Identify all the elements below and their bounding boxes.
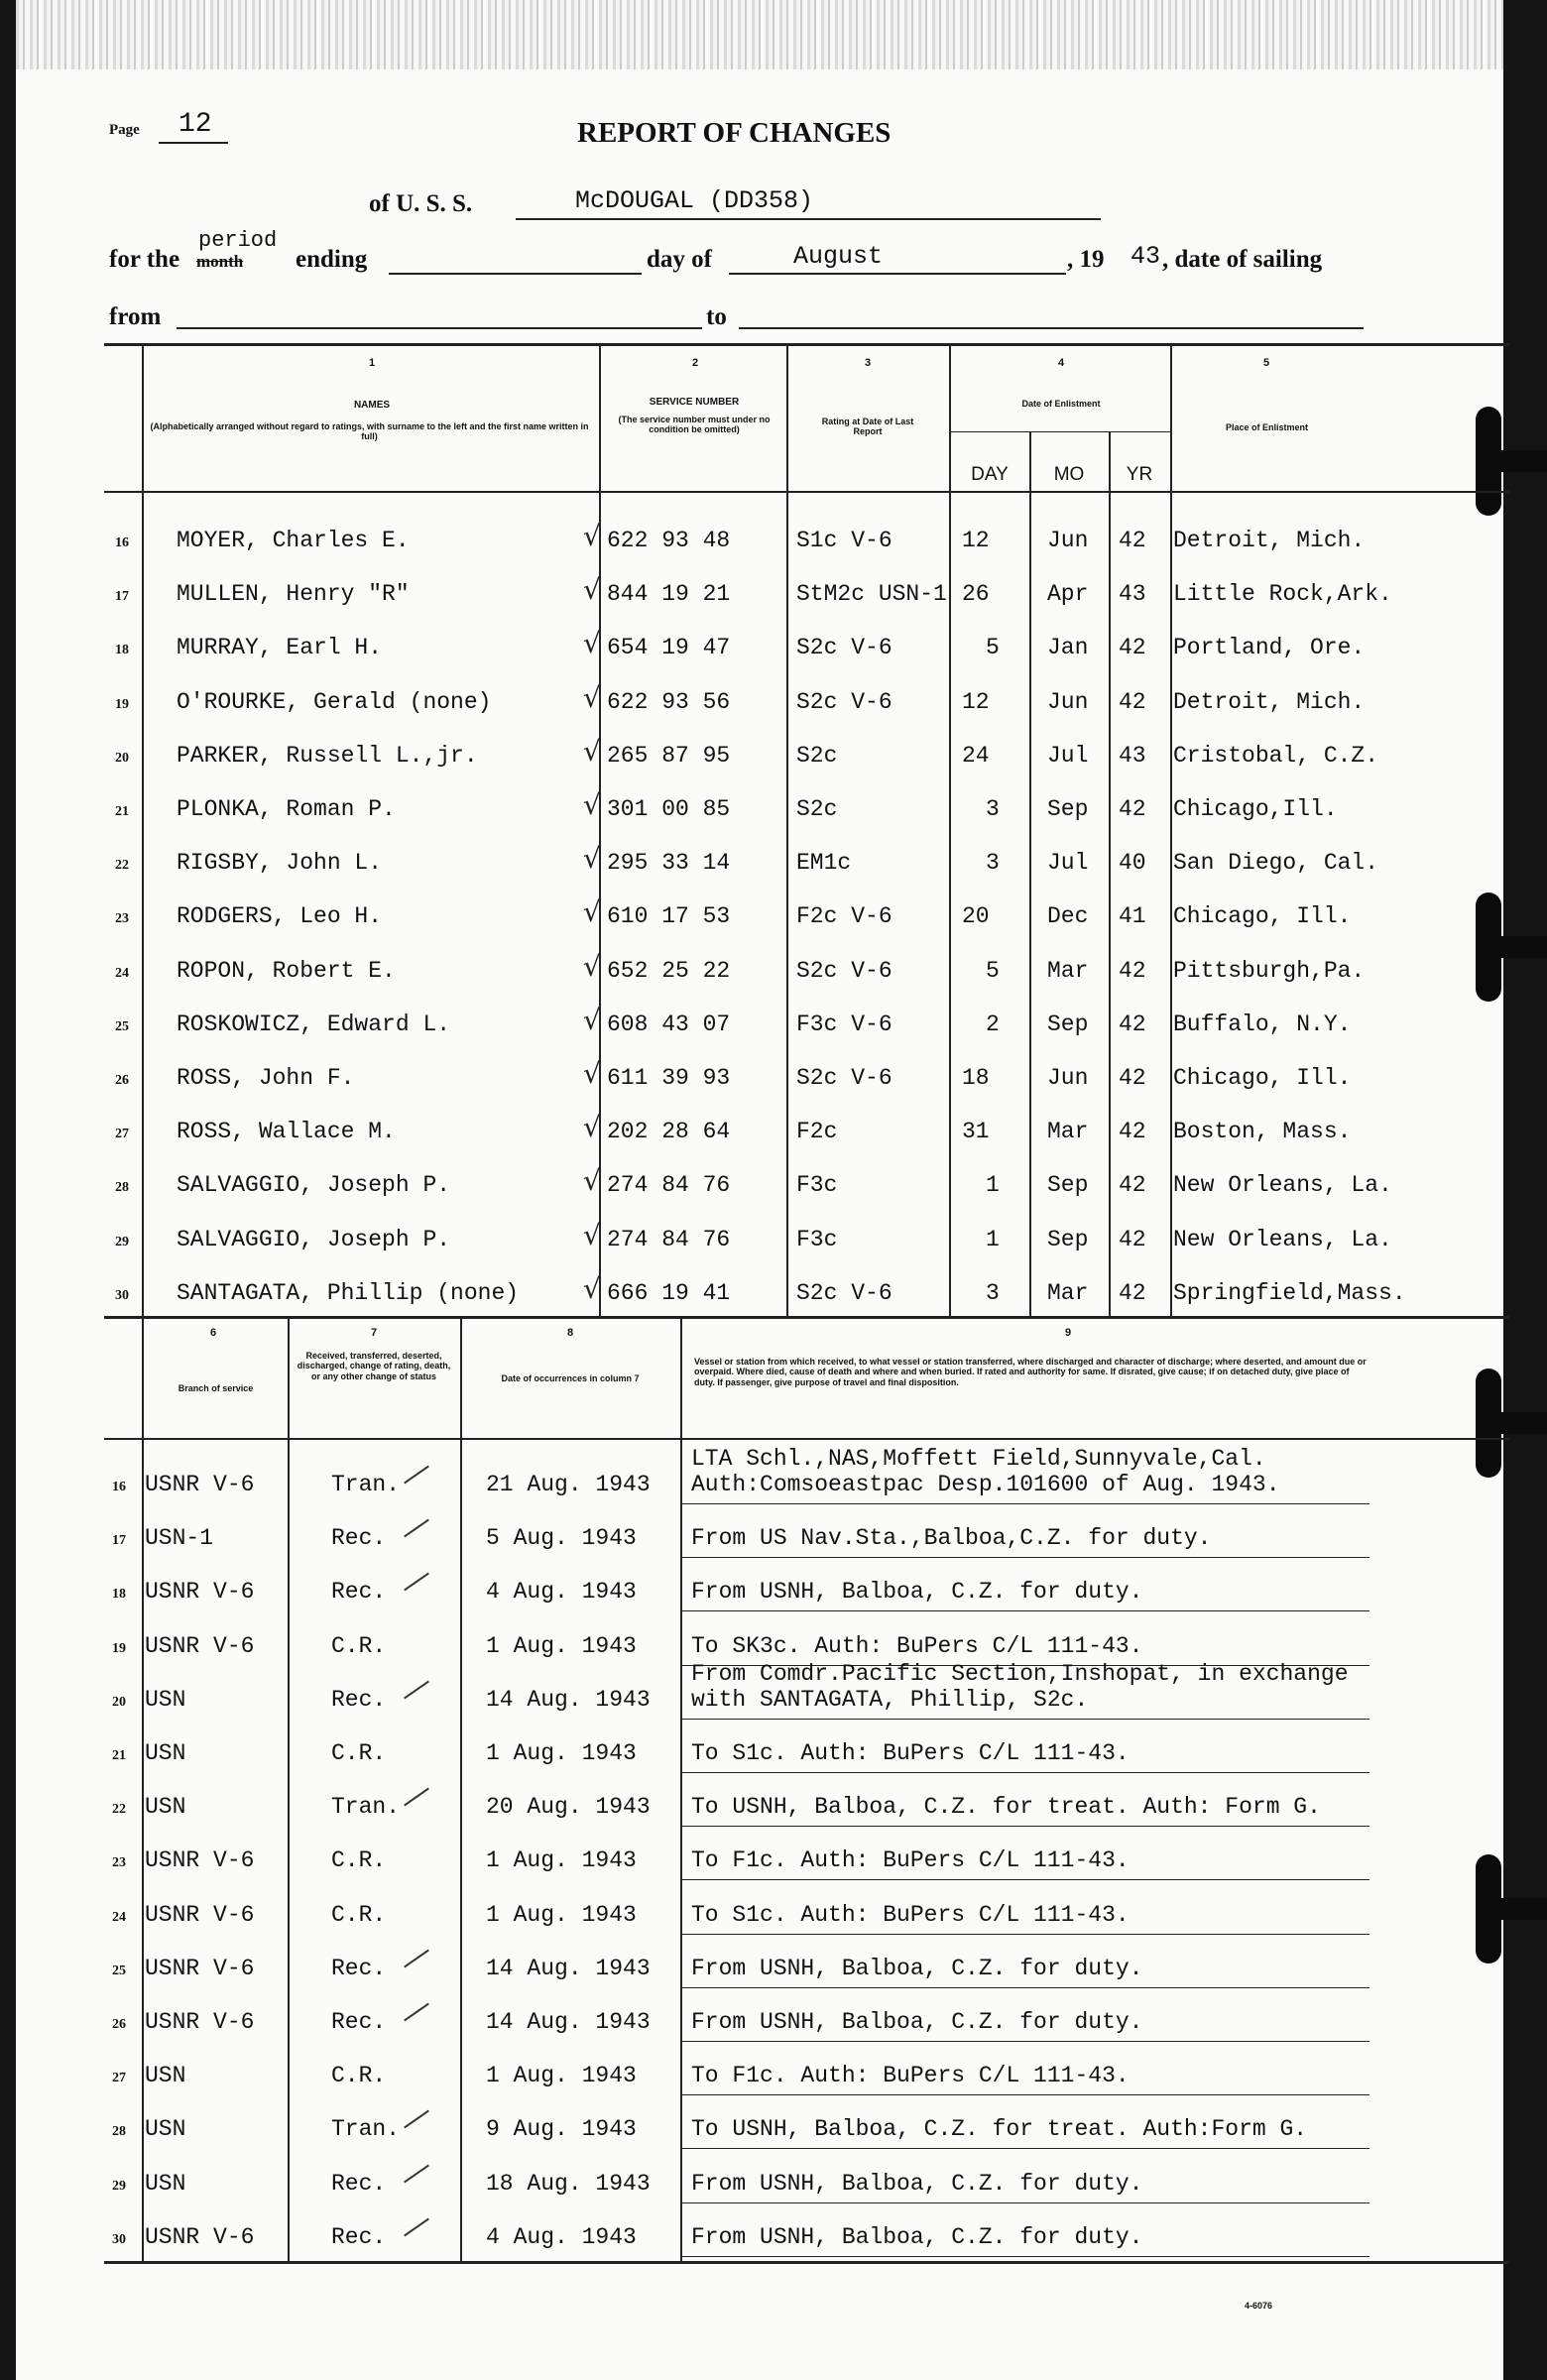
ship-name: McDOUGAL (DD358) (575, 186, 814, 215)
upper-cell-name: RODGERS, Leo H. (177, 903, 383, 930)
upper-cell-day: 3 (986, 1279, 1000, 1306)
upper-cell-name: SALVAGGIO, Joseph P. (177, 1172, 451, 1199)
upper-cell-day: 24 (962, 742, 990, 769)
lower-cell-remarks2: Auth:Comsoeastpac Desp.101600 of Aug. 1943. (691, 1472, 1280, 1497)
upper-row-number: 24 (115, 965, 129, 981)
remark-underline (680, 1557, 1369, 1558)
lower-cell-remarks1: From USNH, Balboa, C.Z. for duty. (691, 1955, 1143, 1981)
lower-cell-date: 14 Aug. 1943 (486, 1686, 651, 1713)
remark-underline (680, 1826, 1369, 1827)
lower-row-number: 17 (112, 1533, 126, 1549)
upper-cell-place: Chicago, Ill. (1173, 903, 1352, 930)
lower-cell-date: 20 Aug. 1943 (486, 1794, 651, 1821)
upper-cell-mo: Mar (1047, 1119, 1089, 1145)
lower-table-bottom-rule (104, 2261, 1509, 2264)
upper-cell-name: ROSS, Wallace M. (177, 1119, 396, 1145)
upper-cell-yr: 42 (1119, 1119, 1146, 1145)
upper-cell-place: Chicago,Ill. (1173, 796, 1338, 822)
col2-note: (The service number must under no condition be omitted) (618, 415, 771, 435)
col7-title: Received, transferred, deserted, discharged, change of rating, death, or any other change of status (297, 1351, 451, 1381)
lower-cell-branch: USNR V-6 (145, 1632, 255, 1659)
upper-row-number: 22 (115, 858, 129, 874)
col7-number: 7 (370, 1327, 378, 1339)
month-value: August (793, 242, 884, 271)
upper-cell-mo: Sep (1047, 1011, 1089, 1037)
lower-cell-date: 21 Aug. 1943 (486, 1472, 651, 1497)
lower-cell-branch: USNR V-6 (145, 1847, 255, 1874)
lower-row-number: 30 (112, 2231, 126, 2247)
remark-underline (680, 1879, 1369, 1880)
day-of-label: day of (647, 246, 712, 273)
upper-cell-day: 2 (986, 1011, 1000, 1037)
upper-cell-place: New Orleans, La. (1173, 1226, 1392, 1252)
check-mark-icon: √ (583, 1111, 601, 1144)
col9-number: 9 (1064, 1327, 1072, 1339)
lower-cell-remarks1: To S1c. Auth: BuPers C/L 111-43. (691, 1901, 1130, 1928)
col8-number: 8 (566, 1327, 574, 1339)
upper-cell-yr: 42 (1119, 635, 1146, 661)
col3-number: 3 (864, 357, 872, 369)
col4-day-head: DAY (971, 464, 1009, 485)
col2-title: SERVICE NUMBER (649, 397, 740, 408)
lower-cell-branch: USNR V-6 (145, 1579, 255, 1606)
struck-month-word: month (196, 252, 244, 271)
remark-underline (680, 1610, 1369, 1611)
upper-cell-place: Little Rock,Ark. (1173, 581, 1392, 608)
lower-row-number: 16 (112, 1480, 126, 1494)
upper-cell-rating: S2c V-6 (796, 1065, 892, 1091)
upper-cell-service: 274 84 76 (607, 1172, 731, 1199)
upper-header-rule (104, 491, 1509, 493)
upper-cell-mo: Sep (1047, 796, 1089, 822)
lower-cell-branch: USNR V-6 (145, 2223, 255, 2250)
period-word: period (198, 228, 278, 253)
col4-number: 4 (1057, 357, 1065, 369)
upper-cell-mo: Sep (1047, 1172, 1089, 1199)
lower-row-number: 19 (112, 1640, 126, 1656)
check-mark-icon: √ (583, 734, 601, 768)
upper-cell-service: 666 19 41 (607, 1279, 731, 1306)
upper-cell-place: Detroit, Mich. (1173, 688, 1366, 715)
check-mark-icon: √ (583, 949, 601, 983)
upper-cell-service: 265 87 95 (607, 742, 731, 769)
upper-cell-service: 610 17 53 (607, 903, 731, 930)
lower-cell-remarks1: From USNH, Balboa, C.Z. for duty. (691, 2170, 1143, 2197)
check-mark-icon: √ (583, 680, 601, 714)
to-label: to (706, 303, 727, 330)
remark-underline (680, 2094, 1369, 2095)
lower-cell-status: C.R. (331, 1847, 387, 1874)
check-mark-icon: √ (583, 627, 601, 660)
upper-cell-yr: 41 (1119, 903, 1146, 930)
upper-row-number: 30 (115, 1287, 129, 1303)
remark-underline (680, 2041, 1369, 2042)
lower-cell-remarks1: To F1c. Auth: BuPers C/L 111-43. (691, 2063, 1130, 2089)
lower-cell-remarks1: LTA Schl.,NAS,Moffett Field,Sunnyvale,Cal. (691, 1446, 1266, 1472)
upper-cell-day: 12 (962, 528, 990, 553)
upper-cell-rating: F3c V-6 (796, 1011, 892, 1037)
upper-cell-place: San Diego, Cal. (1173, 850, 1379, 877)
check-mark-icon: √ (583, 1271, 601, 1305)
upper-cell-mo: Jun (1047, 688, 1089, 715)
upper-row-number: 20 (115, 750, 129, 766)
upper-cell-yr: 42 (1119, 1065, 1146, 1091)
lower-cell-status: Rec. (331, 2223, 387, 2250)
lower-cell-status: C.R. (331, 1901, 387, 1928)
upper-cell-day: 26 (962, 581, 990, 608)
lower-cell-date: 5 Aug. 1943 (486, 1525, 637, 1552)
upper-cell-name: PLONKA, Roman P. (177, 796, 396, 822)
upper-cell-mo: Jun (1047, 1065, 1089, 1091)
for-the-label: for the (109, 246, 180, 273)
upper-cell-place: Portland, Ore. (1173, 635, 1366, 661)
upper-cell-service: 202 28 64 (607, 1119, 731, 1145)
lower-header-rule (104, 1438, 1509, 1440)
upper-cell-service: 622 93 56 (607, 688, 731, 715)
upper-cell-rating: EM1c (796, 850, 852, 877)
upper-cell-service: 611 39 93 (607, 1065, 731, 1091)
lower-row-number: 25 (112, 1963, 126, 1978)
lower-cell-remarks1: From USNH, Balboa, C.Z. for duty. (691, 2223, 1143, 2250)
torn-top-edge (16, 0, 1503, 69)
upper-cell-rating: S1c V-6 (796, 528, 892, 553)
upper-cell-day: 18 (962, 1065, 990, 1091)
remark-underline (680, 1719, 1369, 1720)
page-label: Page (109, 122, 140, 138)
upper-cell-name: SANTAGATA, Phillip (none) (177, 1279, 520, 1306)
lower-cell-branch: USNR V-6 (145, 1901, 255, 1928)
lower-row-number: 29 (112, 2178, 126, 2194)
lower-cell-remarks2: with SANTAGATA, Phillip, S2c. (691, 1686, 1089, 1713)
upper-cell-name: SALVAGGIO, Joseph P. (177, 1226, 451, 1252)
upper-cell-yr: 42 (1119, 688, 1146, 715)
upper-cell-place: New Orleans, La. (1173, 1172, 1392, 1199)
upper-cell-name: ROSS, John F. (177, 1065, 355, 1091)
page-title: REPORT OF CHANGES (577, 117, 892, 149)
upper-cell-service: 301 00 85 (607, 796, 731, 822)
check-mark-icon: √ (583, 842, 601, 876)
lower-cell-date: 9 Aug. 1943 (486, 2116, 637, 2143)
lower-cell-branch: USNR V-6 (145, 1472, 255, 1497)
check-mark-icon: √ (583, 520, 601, 552)
lower-cell-branch: USNR V-6 (145, 2009, 255, 2035)
upper-cell-name: ROSKOWICZ, Edward L. (177, 1011, 451, 1037)
upper-row-number: 21 (115, 804, 129, 819)
upper-cell-day: 3 (986, 850, 1000, 877)
form-number: 4-6076 (1245, 2301, 1273, 2311)
col6-title: Branch of service (178, 1383, 254, 1393)
lower-cell-remarks1: To USNH, Balboa, C.Z. for treat. Auth: Form G. (691, 1794, 1321, 1821)
lower-row-number: 18 (112, 1587, 126, 1603)
upper-cell-mo: Sep (1047, 1226, 1089, 1252)
upper-cell-yr: 42 (1119, 1226, 1146, 1252)
lower-cell-date: 4 Aug. 1943 (486, 1579, 637, 1606)
col3-title: Rating at Date of Last Report (821, 416, 914, 437)
col4-title: Date of Enlistment (1021, 399, 1101, 409)
upper-cell-mo: Jul (1047, 742, 1089, 769)
upper-cell-name: MULLEN, Henry "R" (177, 581, 410, 608)
upper-cell-rating: F2c (796, 1119, 838, 1145)
upper-cell-rating: StM2c USN-1 (796, 581, 947, 608)
col8-title: Date of occurrences in column 7 (501, 1373, 640, 1383)
upper-cell-mo: Apr (1047, 581, 1089, 608)
lower-cell-branch: USN (145, 1794, 186, 1821)
year-value: 43 (1130, 242, 1161, 271)
lower-row-number: 21 (112, 1748, 126, 1763)
check-mark-icon: √ (583, 1003, 601, 1036)
lower-cell-status: Tran. (331, 1794, 401, 1821)
upper-cell-rating: F2c V-6 (796, 903, 892, 930)
upper-row-number: 25 (115, 1018, 129, 1034)
upper-cell-name: RIGSBY, John L. (177, 850, 383, 877)
col4-mo-head: MO (1053, 464, 1085, 485)
upper-cell-mo: Jun (1047, 528, 1089, 553)
lower-cell-branch: USN (145, 1740, 186, 1766)
binder-tab-marker (1476, 1854, 1547, 1964)
lower-row-number: 28 (112, 2124, 126, 2140)
lower-cell-remarks1: From USNH, Balboa, C.Z. for duty. (691, 1579, 1143, 1606)
upper-cell-yr: 43 (1119, 742, 1146, 769)
lower-cell-status: Rec. (331, 1525, 387, 1552)
upper-cell-rating: S2c (796, 742, 838, 769)
lower-cell-status: Tran. (331, 1472, 401, 1497)
col9-title: Vessel or station from which received, to what vessel or station transferred, where discharged and character of discharge; where deserted, and amount due or overpaid. Where died, cause of death and where and when buried. If rated and authority for same. If disrated, give cause; if on detached duty, give place of duty. If passenger, give purpose of travel and final disposition. (694, 1357, 1367, 1387)
upper-cell-service: 608 43 07 (607, 1011, 731, 1037)
lower-cell-branch: USN-1 (145, 1525, 214, 1552)
upper-table-top-rule (104, 343, 1509, 346)
lower-cell-status: C.R. (331, 2063, 387, 2089)
upper-cell-rating: S2c V-6 (796, 957, 892, 984)
col1-number: 1 (368, 357, 376, 369)
ending-label: ending (296, 246, 368, 273)
upper-cell-yr: 42 (1119, 1172, 1146, 1199)
upper-cell-yr: 42 (1119, 528, 1146, 553)
upper-cell-day: 1 (986, 1172, 1000, 1199)
upper-cell-place: Detroit, Mich. (1173, 528, 1366, 553)
lower-cell-remarks1: To F1c. Auth: BuPers C/L 111-43. (691, 1847, 1130, 1874)
remark-underline (680, 2202, 1369, 2203)
lower-row-number: 23 (112, 1855, 126, 1871)
lower-cell-remarks1: To USNH, Balboa, C.Z. for treat. Auth:Form G. (691, 2116, 1308, 2143)
upper-cell-place: Buffalo, N.Y. (1173, 1011, 1352, 1037)
upper-cell-day: 5 (986, 635, 1000, 661)
upper-cell-yr: 42 (1119, 957, 1146, 984)
upper-cell-rating: S2c V-6 (796, 688, 892, 715)
lower-row-number: 22 (112, 1802, 126, 1818)
upper-cell-mo: Mar (1047, 957, 1089, 984)
upper-row-number: 18 (115, 643, 129, 658)
upper-row-number: 29 (115, 1234, 129, 1250)
col1-title: NAMES (353, 400, 391, 411)
lower-cell-branch: USNR V-6 (145, 1955, 255, 1981)
lower-cell-date: 1 Aug. 1943 (486, 2063, 637, 2089)
remark-underline (680, 1934, 1369, 1935)
col4-yr-head: YR (1126, 464, 1153, 485)
upper-cell-yr: 42 (1119, 1279, 1146, 1306)
check-mark-icon: √ (583, 895, 601, 929)
check-mark-icon: √ (583, 573, 601, 607)
upper-cell-yr: 43 (1119, 581, 1146, 608)
remark-underline (680, 2148, 1369, 2149)
lower-row-number: 20 (112, 1694, 126, 1710)
lower-cell-status: C.R. (331, 1632, 387, 1659)
upper-cell-place: Boston, Mass. (1173, 1119, 1352, 1145)
lower-cell-date: 1 Aug. 1943 (486, 1632, 637, 1659)
upper-cell-mo: Jul (1047, 850, 1089, 877)
upper-cell-rating: S2c V-6 (796, 635, 892, 661)
upper-row-number: 26 (115, 1073, 129, 1088)
of-uss-label: of U. S. S. (369, 190, 473, 217)
lower-cell-date: 4 Aug. 1943 (486, 2223, 637, 2250)
upper-cell-yr: 40 (1119, 850, 1146, 877)
upper-cell-yr: 42 (1119, 1011, 1146, 1037)
upper-row-number: 28 (115, 1180, 129, 1196)
lower-row-number: 27 (112, 2071, 126, 2086)
col6-number: 6 (209, 1327, 217, 1339)
date-of-sailing-label: , date of sailing (1162, 246, 1323, 273)
lower-cell-branch: USN (145, 1686, 186, 1713)
upper-row-number: 27 (115, 1127, 129, 1142)
year-prefix: , 19 (1067, 246, 1105, 273)
upper-cell-service: 844 19 21 (607, 581, 731, 608)
upper-cell-mo: Mar (1047, 1279, 1089, 1306)
lower-cell-remarks1: To S1c. Auth: BuPers C/L 111-43. (691, 1740, 1130, 1766)
upper-cell-yr: 42 (1119, 796, 1146, 822)
upper-cell-name: O'ROURKE, Gerald (none) (177, 688, 492, 715)
upper-cell-rating: S2c (796, 796, 838, 822)
upper-cell-service: 622 93 48 (607, 528, 731, 553)
lower-cell-date: 14 Aug. 1943 (486, 1955, 651, 1981)
binder-tab-marker (1476, 407, 1547, 516)
lower-cell-status: C.R. (331, 1740, 387, 1766)
lower-cell-date: 1 Aug. 1943 (486, 1847, 637, 1874)
upper-cell-rating: S2c V-6 (796, 1279, 892, 1306)
upper-cell-service: 274 84 76 (607, 1226, 731, 1252)
upper-cell-place: Chicago, Ill. (1173, 1065, 1352, 1091)
lower-cell-date: 18 Aug. 1943 (486, 2170, 651, 2197)
lower-cell-branch: USN (145, 2063, 186, 2089)
upper-cell-service: 295 33 14 (607, 850, 731, 877)
upper-cell-mo: Dec (1047, 903, 1089, 930)
upper-row-number: 16 (115, 536, 129, 550)
upper-cell-rating: F3c (796, 1226, 838, 1252)
upper-cell-place: Pittsburgh,Pa. (1173, 957, 1366, 984)
upper-cell-place: Cristobal, C.Z. (1173, 742, 1379, 769)
upper-cell-service: 652 25 22 (607, 957, 731, 984)
upper-cell-day: 31 (962, 1119, 990, 1145)
upper-row-number: 19 (115, 696, 129, 712)
lower-cell-status: Rec. (331, 2009, 387, 2035)
upper-row-number: 23 (115, 911, 129, 927)
lower-cell-status: Rec. (331, 1579, 387, 1606)
lower-cell-status: Tran. (331, 2116, 401, 2143)
upper-cell-name: ROPON, Robert E. (177, 957, 396, 984)
binder-tab-marker (1476, 892, 1547, 1002)
lower-cell-status: Rec. (331, 1686, 387, 1713)
remark-underline (680, 2256, 1369, 2257)
lower-cell-status: Rec. (331, 1955, 387, 1981)
upper-cell-place: Springfield,Mass. (1173, 1279, 1406, 1306)
lower-cell-branch: USN (145, 2170, 186, 2197)
col5-title: Place of Enlistment (1225, 422, 1309, 432)
lower-row-number: 26 (112, 2017, 126, 2032)
upper-cell-name: MOYER, Charles E. (177, 528, 410, 553)
check-mark-icon: √ (583, 1218, 601, 1251)
upper-row-number: 17 (115, 589, 129, 605)
lower-cell-status: Rec. (331, 2170, 387, 2197)
col2-number: 2 (691, 357, 699, 369)
remark-underline (680, 1503, 1369, 1504)
binder-tab-marker (1476, 1368, 1547, 1478)
upper-cell-day: 20 (962, 903, 990, 930)
col1-note: (Alphabetically arranged without regard to ratings, with surname to the left and the first name written in full) (150, 421, 589, 442)
upper-cell-rating: F3c (796, 1172, 838, 1199)
lower-cell-remarks1: From Comdr.Pacific Section,Inshopat, in exchange (691, 1660, 1349, 1687)
check-mark-icon: √ (583, 1164, 601, 1198)
page-number: 12 (178, 109, 212, 140)
upper-cell-service: 654 19 47 (607, 635, 731, 661)
lower-cell-date: 14 Aug. 1943 (486, 2009, 651, 2035)
upper-cell-name: MURRAY, Earl H. (177, 635, 383, 661)
col5-number: 5 (1262, 357, 1270, 369)
remark-underline (680, 1987, 1369, 1988)
upper-cell-day: 12 (962, 688, 990, 715)
check-mark-icon: √ (583, 788, 601, 821)
lower-cell-date: 1 Aug. 1943 (486, 1901, 637, 1928)
check-mark-icon: √ (583, 1057, 601, 1090)
lower-cell-remarks1: To SK3c. Auth: BuPers C/L 111-43. (691, 1632, 1143, 1659)
from-label: from (109, 303, 162, 330)
lower-cell-date: 1 Aug. 1943 (486, 1740, 637, 1766)
lower-cell-remarks1: From USNH, Balboa, C.Z. for duty. (691, 2009, 1143, 2035)
upper-cell-day: 5 (986, 957, 1000, 984)
table-divider-rule (104, 1316, 1509, 1319)
upper-cell-day: 1 (986, 1226, 1000, 1252)
remark-underline (680, 1772, 1369, 1773)
lower-cell-remarks1: From US Nav.Sta.,Balboa,C.Z. for duty. (691, 1525, 1212, 1552)
lower-cell-branch: USN (145, 2116, 186, 2143)
upper-cell-name: PARKER, Russell L.,jr. (177, 742, 478, 769)
lower-row-number: 24 (112, 1909, 126, 1925)
upper-cell-mo: Jan (1047, 635, 1089, 661)
upper-cell-day: 3 (986, 796, 1000, 822)
